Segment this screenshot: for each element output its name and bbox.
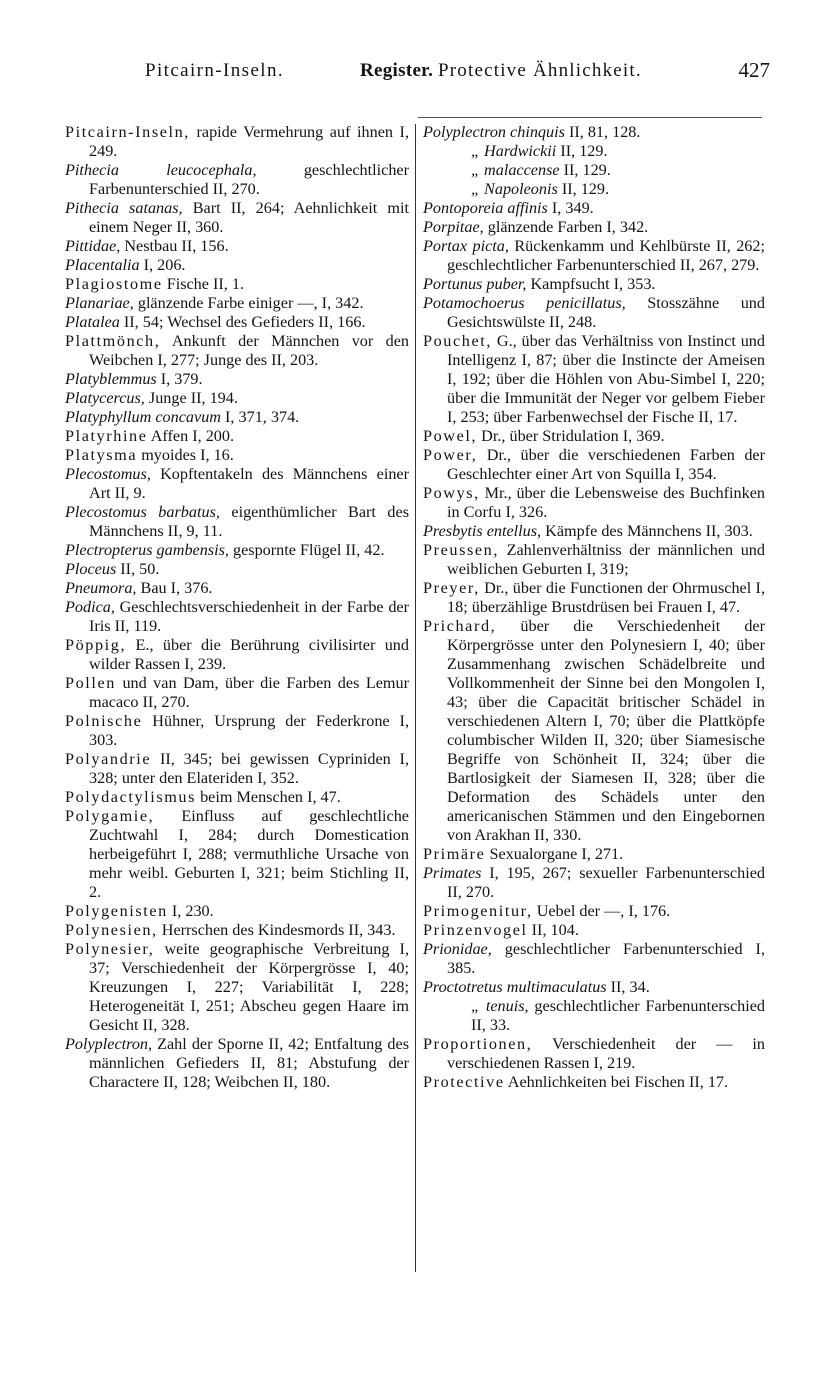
entry-heading: Pouchet, <box>423 332 492 350</box>
entry-text: Affen I, 200. <box>147 427 235 445</box>
entry-heading: Portunus puber, <box>423 275 527 293</box>
index-entry <box>423 1035 765 1073</box>
entry-heading: Polyplectron, <box>65 1035 153 1053</box>
index-entry <box>423 427 765 446</box>
index-entry <box>65 332 409 370</box>
entry-heading: Polydactylismus <box>65 788 197 806</box>
entry-text: Dr., über Stridulation I, 369. <box>477 427 665 445</box>
index-entry <box>423 902 765 921</box>
entry-heading: Preyer, <box>423 579 480 597</box>
index-entry <box>65 408 409 427</box>
entry-heading: Pithecia leucocephala, <box>65 161 257 179</box>
index-entry <box>423 978 765 997</box>
entry-heading: Platyblemmus <box>65 370 157 388</box>
index-entry <box>65 446 409 465</box>
right-column <box>423 123 765 1092</box>
entry-text: Sexualorgane I, 271. <box>485 845 624 863</box>
entry-text: II, 129. <box>557 180 610 198</box>
entry-heading: Pittidae, <box>65 237 121 255</box>
index-entry <box>423 997 765 1035</box>
entry-text: Zahl der Sporne II, 42; Entfaltung des männlichen Gefieders II, 81; Abstufung der Charactere II, 128; Weibchen II, 180. <box>89 1035 409 1091</box>
entry-heading: Presbytis entellus, <box>423 522 542 540</box>
entry-heading: Platyphyllum concavum <box>65 408 221 426</box>
entry-text: I, 349. <box>547 199 594 217</box>
entry-text: Dr., über die Functionen der Ohrmuschel I, 18; überzählige Brustdrüsen bei Frauen I, 47. <box>447 579 765 616</box>
page-number: 427 <box>738 58 770 82</box>
entry-heading: Pontoporeia affinis <box>423 199 548 217</box>
entry-text: II, 345; bei gewissen Cypriniden I, 328; unter den Elateriden I, 352. <box>89 750 409 787</box>
index-entry <box>423 275 765 294</box>
header-register: Register. <box>360 60 434 81</box>
entry-heading: „ tenuis, <box>471 997 529 1015</box>
entry-text: II, 129. <box>559 161 611 179</box>
entry-text: Bart II, 264; Aehnlichkeit mit einem Neger II, 360. <box>89 199 409 236</box>
index-entry <box>423 864 765 902</box>
index-entry <box>65 921 409 940</box>
entry-heading: Ploceus <box>65 560 117 578</box>
index-entry <box>65 389 409 408</box>
entry-text: Ankunft der Männchen vor den Weibchen I, 277; Junge des II, 203. <box>89 332 409 369</box>
index-entry <box>423 142 765 161</box>
index-entry <box>423 332 765 427</box>
index-entry <box>423 940 765 978</box>
entry-heading: Placentalia <box>65 256 140 274</box>
entry-heading: Polyandrie <box>65 750 152 768</box>
header-rule <box>418 117 762 118</box>
entry-text: Herrschen des Kindesmords II, 343. <box>157 921 396 939</box>
entry-heading: Porpitae, <box>423 218 484 236</box>
index-entry <box>65 503 409 541</box>
entry-heading: Planariae, <box>65 294 134 312</box>
index-entry <box>65 161 409 199</box>
entry-heading: Polyplectron chinquis <box>423 123 565 141</box>
index-entry <box>423 1073 765 1092</box>
entry-text: Einfluss auf geschlechtliche Zuchtwahl I, 284; durch Domestication herbeigeführt I, 288; vermuthliche Ursache von mehr weibl. Geburten I, 321; beim Stichling II, 2. <box>89 807 409 901</box>
entry-heading: Pöppig, <box>65 636 127 654</box>
index-entry <box>423 123 765 142</box>
entry-heading: Prinzenvogel <box>423 921 528 939</box>
entry-text: Nestbau II, 156. <box>120 237 229 255</box>
entry-text: über die Verschiedenheit der Körpergrösse unter den Polynesiern I, 40; über Zusammenhang zwischen Schädelbreite und Vollkommenheit der Sinne bei den Mongolen I, 43; über die Capacität britischer Schädel in verschiedenen Altern I, 70; über die Plattköpfe columbischer Wilden II, 320; über Siamesische Begriffe von Schönheit II, 324; über die Bartlosigkeit der Siamesen II, 328; über die Deformation des Schädels unter den americanischen Stämmen und den Eingebornen von Arakhan II, 330. <box>447 617 765 844</box>
index-entry <box>65 294 409 313</box>
entry-heading: Plecostomus, <box>65 465 151 483</box>
entry-heading: Protective <box>423 1073 505 1091</box>
index-entry <box>423 161 765 180</box>
index-entry <box>423 199 765 218</box>
entry-heading: Powys, <box>423 484 480 502</box>
entry-heading: „ malaccense <box>471 161 560 179</box>
entry-text: II, 104. <box>527 921 579 939</box>
index-entry <box>423 522 765 541</box>
entry-text: Kopftentakeln des Männchens einer Art II, 9. <box>89 465 409 502</box>
column-divider <box>415 124 416 1272</box>
entry-text: Kämpfe des Männchens II, 303. <box>541 522 753 540</box>
index-entry <box>65 1035 409 1092</box>
index-entry <box>423 845 765 864</box>
entry-text: eigenthümlicher Bart des Männchens II, 9, 11. <box>89 503 409 540</box>
index-entry <box>65 465 409 503</box>
entry-heading: Pollen <box>65 674 116 692</box>
entry-heading: Plattmönch, <box>65 332 161 350</box>
index-entry <box>423 579 765 617</box>
entry-text: Geschlechtsverschiedenheit in der Farbe der Iris II, 119. <box>89 598 409 635</box>
entry-text: I, 195, 267; sexueller Farbenunterschied II, 270. <box>447 864 765 901</box>
entry-text: II, 129. <box>556 142 608 160</box>
entry-text: glänzende Farben I, 342. <box>483 218 649 236</box>
entry-text: Bau I, 376. <box>136 579 213 597</box>
entry-text: gespornte Flügel II, 42. <box>228 541 385 559</box>
entry-heading: Primäre <box>423 845 486 863</box>
entry-text: I, 379. <box>156 370 203 388</box>
entry-text: Junge II, 194. <box>144 389 238 407</box>
index-entry <box>423 446 765 484</box>
index-entry <box>65 674 409 712</box>
entry-text: weite geographische Verbreitung I, 37; Verschiedenheit der Körpergrösse I, 40; Kreuzungen I, 227; Variabilität I, 228; Heterogeneität I, 251; Abscheu gegen Haare im Gesicht II, 328. <box>89 940 409 1034</box>
entry-text: Verschiedenheit der — in verschiedenen Rassen I, 219. <box>447 1035 765 1072</box>
index-entry <box>423 541 765 579</box>
index-entry <box>65 541 409 560</box>
index-entry <box>65 598 409 636</box>
entry-heading: Polygenisten <box>65 902 168 920</box>
entry-text: glänzende Farbe einiger —, I, 342. <box>133 294 364 312</box>
index-entry <box>65 275 409 294</box>
entry-text: Zahlenverhältniss der männlichen und weiblichen Geburten I, 319; <box>447 541 765 578</box>
index-entry <box>65 712 409 750</box>
index-entry <box>65 902 409 921</box>
entry-heading: „ Napoleonis <box>471 180 558 198</box>
entry-text: Hühner, Ursprung der Federkrone I, 303. <box>89 712 409 749</box>
entry-text: Fische II, 1. <box>162 275 245 293</box>
entry-heading: Polygamie, <box>65 807 155 825</box>
index-entry <box>65 427 409 446</box>
index-entry <box>65 636 409 674</box>
index-entry <box>423 218 765 237</box>
entry-heading: Plectropterus gambensis, <box>65 541 229 559</box>
entry-heading: Podica, <box>65 598 115 616</box>
entry-text: E., über die Berührung civilisirter und wilder Rassen I, 239. <box>89 636 409 673</box>
index-entry <box>65 940 409 1035</box>
entry-heading: Polnische <box>65 712 143 730</box>
entry-heading: „ Hardwickii <box>471 142 557 160</box>
index-entry <box>423 484 765 522</box>
entry-heading: Platysma <box>65 446 138 464</box>
entry-text: und van Dam, über die Farben des Lemur macaco II, 270. <box>89 674 409 711</box>
index-entry <box>423 237 765 275</box>
index-entry <box>65 123 409 161</box>
entry-heading: Prionidae, <box>423 940 492 958</box>
index-entry <box>65 579 409 598</box>
index-entry <box>65 750 409 788</box>
entry-text: beim Menschen I, 47. <box>196 788 341 806</box>
entry-text: I, 206. <box>139 256 186 274</box>
index-entry <box>423 617 765 845</box>
entry-heading: Pithecia satanas, <box>65 199 183 217</box>
entry-heading: Primogenitur, <box>423 902 533 920</box>
entry-text: geschlechtlicher Farbenunterschied I, 385. <box>447 940 765 977</box>
entry-heading: Proctotretus multimaculatus <box>423 978 607 996</box>
entry-heading: Primates <box>423 864 482 882</box>
index-entry <box>423 294 765 332</box>
entry-text: geschlechtlicher Farbenunterschied II, 33. <box>471 997 766 1034</box>
header-right: Protective Ähnlichkeit. <box>437 60 642 81</box>
entry-text: Aehnlichkeiten bei Fischen II, 17. <box>504 1073 729 1091</box>
header-left: Pitcairn-Inseln. <box>145 60 285 81</box>
entry-text: II, 81, 128. <box>564 123 641 141</box>
entry-heading: Potamochoerus penicillatus, <box>423 294 626 312</box>
index-entry <box>65 370 409 389</box>
entry-text: I, 230. <box>167 902 214 920</box>
left-column <box>65 123 409 1092</box>
entry-heading: Portax picta, <box>423 237 509 255</box>
index-entry <box>423 921 765 940</box>
entry-text: II, 54; Wechsel des Gefieders II, 166. <box>119 313 366 331</box>
entry-heading: Plagiostome <box>65 275 163 293</box>
entry-heading: Prichard, <box>423 617 497 635</box>
entry-text: G., über das Verhältniss von Instinct und Intelligenz I, 87; über die Instincte der Ameisen I, 192; über die Höhlen von Abu-Simbel I, 220; über die Immunität der Neger vor gelbem Fieber I, 253; über Farbenwechsel der Fische II, 17. <box>447 332 765 426</box>
entry-heading: Platalea <box>65 313 120 331</box>
entry-text: Uebel der —, I, 176. <box>532 902 671 920</box>
entry-text: rapide Vermehrung auf ihnen I, 249. <box>89 123 409 160</box>
entry-heading: Platycercus, <box>65 389 145 407</box>
entry-text: Stosszähne und Gesichtswülste II, 248. <box>447 294 765 331</box>
entry-heading: Pitcairn-Inseln, <box>65 123 190 141</box>
index-entry <box>65 199 409 237</box>
header-center <box>360 60 642 82</box>
entry-text: II, 50. <box>116 560 160 578</box>
running-header <box>145 60 770 90</box>
entry-heading: Pneumora, <box>65 579 137 597</box>
entry-text: Kampfsucht I, 353. <box>526 275 656 293</box>
index-entry <box>65 237 409 256</box>
entry-heading: Platyrhine <box>65 427 148 445</box>
index-entry <box>65 788 409 807</box>
entry-heading: Polynesien, <box>65 921 158 939</box>
entry-text: myoides I, 16. <box>137 446 234 464</box>
entry-text: Dr., über die verschiedenen Farben der Geschlechter einer Art von Squilla I, 354. <box>447 446 765 483</box>
index-entry <box>65 560 409 579</box>
entry-text: Rückenkamm und Kehlbürste II, 262; geschlechtlicher Farbenunterschied II, 267, 279. <box>447 237 765 274</box>
entry-text: II, 34. <box>606 978 650 996</box>
index-entry <box>65 807 409 902</box>
entry-heading: Preussen, <box>423 541 499 559</box>
entry-text: geschlechtlicher Farbenunterschied II, 270. <box>89 161 409 198</box>
entry-heading: Plecostomus barbatus, <box>65 503 220 521</box>
entry-text: Mr., über die Lebensweise des Buchfinken in Corfu I, 326. <box>447 484 765 521</box>
entry-heading: Polynesier, <box>65 940 155 958</box>
entry-heading: Powel, <box>423 427 478 445</box>
entry-text: I, 371, 374. <box>220 408 300 426</box>
entry-heading: Proportionen, <box>423 1035 533 1053</box>
entry-heading: Power, <box>423 446 478 464</box>
index-entry <box>65 256 409 275</box>
index-entry <box>423 180 765 199</box>
index-entry <box>65 313 409 332</box>
